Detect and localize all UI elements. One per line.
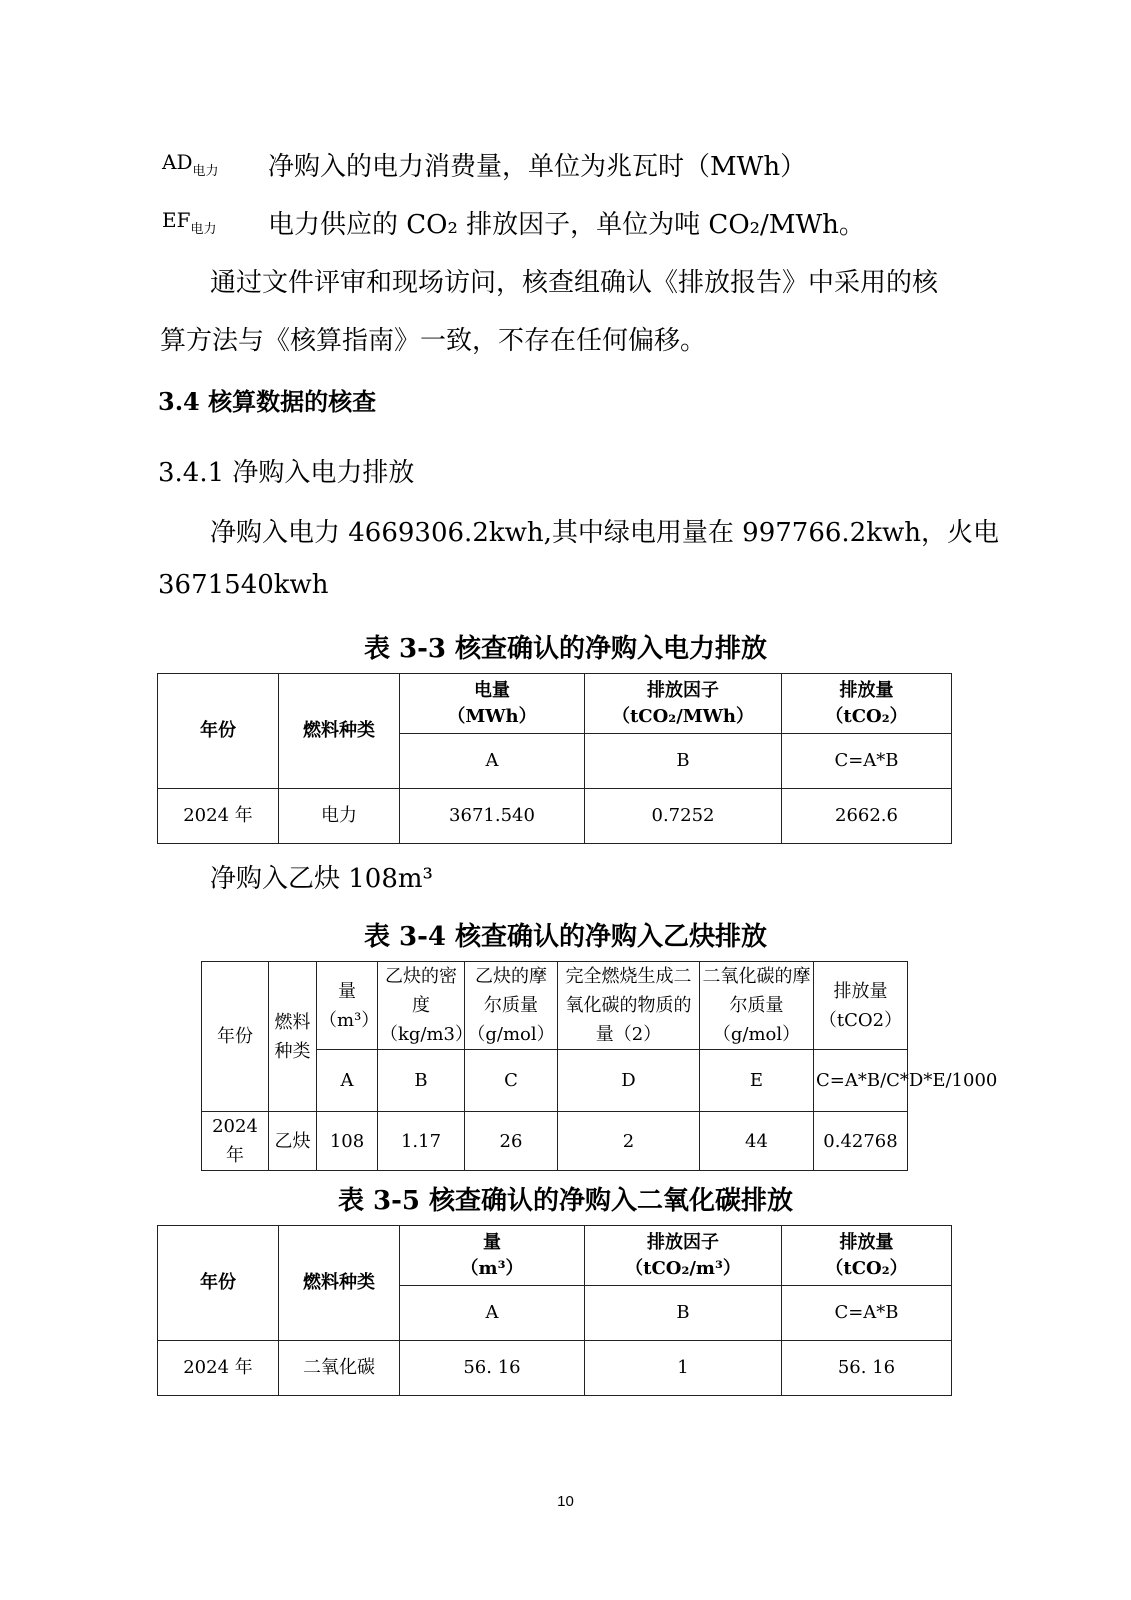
cell-value: 56. 16 <box>400 1341 585 1396</box>
header-fuel-type: 燃料种类 <box>279 674 400 789</box>
paragraph-line: 算方法与《核算指南》一致，不存在任何偏移。 <box>160 326 707 356</box>
formula-cell: B <box>585 1286 782 1341</box>
header-emission-factor: 排放因子 （tCO₂/MWh） <box>585 674 782 734</box>
table-electricity-emission <box>157 673 952 844</box>
cell-value: 2662.6 <box>782 789 952 844</box>
cell-value: 0.42768 <box>814 1112 908 1171</box>
cell-value: 2 <box>558 1112 700 1171</box>
header-co2-molar-mass: 二氧化碳的摩尔质量（g/mol） <box>700 962 814 1050</box>
formula-cell: B <box>378 1050 465 1112</box>
paragraph-line: 3671540kwh <box>158 570 329 600</box>
header-density: 乙炔的密度（kg/m3） <box>378 962 465 1050</box>
table-acetylene-emission <box>201 961 998 1171</box>
cell-year: 2024 年 <box>158 1341 279 1396</box>
header-year: 年份 <box>202 962 269 1112</box>
table-caption: 表 3-3 核查确认的净购入电力排放 <box>363 634 768 664</box>
formula-cell: A <box>317 1050 378 1112</box>
header-emission: 排放量（tCO2） <box>814 962 908 1050</box>
header-emission: 排放量 （tCO₂） <box>782 1226 952 1286</box>
header-fuel-type: 燃料种类 <box>269 962 317 1112</box>
formula-cell: C=A*B <box>782 1286 952 1341</box>
cell-value: 1.17 <box>378 1112 465 1171</box>
header-emission-factor: 排放因子 （tCO₂/m³） <box>585 1226 782 1286</box>
table-co2-emission <box>157 1225 952 1396</box>
cell-value: 3671.540 <box>400 789 585 844</box>
cell-value: 44 <box>700 1112 814 1171</box>
cell-fuel: 乙炔 <box>269 1112 317 1171</box>
table-row <box>202 1112 908 1171</box>
paragraph-line: 净购入电力 4669306.2kwh,其中绿电用量在 997766.2kwh，火电 <box>210 518 999 548</box>
cell-value: 26 <box>465 1112 558 1171</box>
formula-cell: C <box>465 1050 558 1112</box>
section-heading: 3.4 核算数据的核查 <box>158 387 377 416</box>
header-electricity: 电量 （MWh） <box>400 674 585 734</box>
formula-cell: E <box>700 1050 814 1112</box>
cell-fuel: 电力 <box>279 789 400 844</box>
table-row <box>158 1341 952 1396</box>
formula-cell: A <box>400 1286 585 1341</box>
table-caption: 表 3-4 核查确认的净购入乙炔排放 <box>363 922 768 952</box>
header-year: 年份 <box>158 674 279 789</box>
symbol-ef-description: 电力供应的 CO₂ 排放因子，单位为吨 CO₂/MWh。 <box>268 210 865 240</box>
cell-year: 2024 年 <box>158 789 279 844</box>
cell-value: 1 <box>585 1341 782 1396</box>
header-fuel-type: 燃料种类 <box>279 1226 400 1341</box>
paragraph-line: 净购入乙炔 108m³ <box>210 864 433 894</box>
header-co2-moles: 完全燃烧生成二氧化碳的物质的量（2） <box>558 962 700 1050</box>
header-quantity: 量（m³） <box>317 962 378 1050</box>
symbol-ad-description: 净购入的电力消费量，单位为兆瓦时（MWh） <box>268 152 807 182</box>
header-emission: 排放量 （tCO₂） <box>782 674 952 734</box>
cell-value: 0.7252 <box>585 789 782 844</box>
paragraph-line: 通过文件评审和现场访问，核查组确认《排放报告》中采用的核 <box>210 268 939 298</box>
cell-value: 56. 16 <box>782 1341 952 1396</box>
cell-fuel: 二氧化碳 <box>279 1341 400 1396</box>
formula-cell: C=A*B/C*D*E/1000 <box>814 1050 908 1112</box>
symbol-ad: $AD_{电力}$ <box>162 150 219 179</box>
table-caption: 表 3-5 核查确认的净购入二氧化碳排放 <box>337 1186 794 1216</box>
header-quantity: 量 （m³） <box>400 1226 585 1286</box>
formula-cell: C=A*B <box>782 734 952 789</box>
header-year: 年份 <box>158 1226 279 1341</box>
subsection-heading: 3.4.1 净购入电力排放 <box>158 458 415 488</box>
cell-value: 108 <box>317 1112 378 1171</box>
header-molar-mass: 乙炔的摩尔质量（g/mol） <box>465 962 558 1050</box>
formula-cell: A <box>400 734 585 789</box>
formula-cell: D <box>558 1050 700 1112</box>
page-number: 10 <box>557 1493 574 1510</box>
table-row <box>158 789 952 844</box>
cell-year: 2024 年 <box>202 1112 269 1171</box>
symbol-ef: $EF_{电力}$ <box>162 208 217 237</box>
formula-cell: B <box>585 734 782 789</box>
